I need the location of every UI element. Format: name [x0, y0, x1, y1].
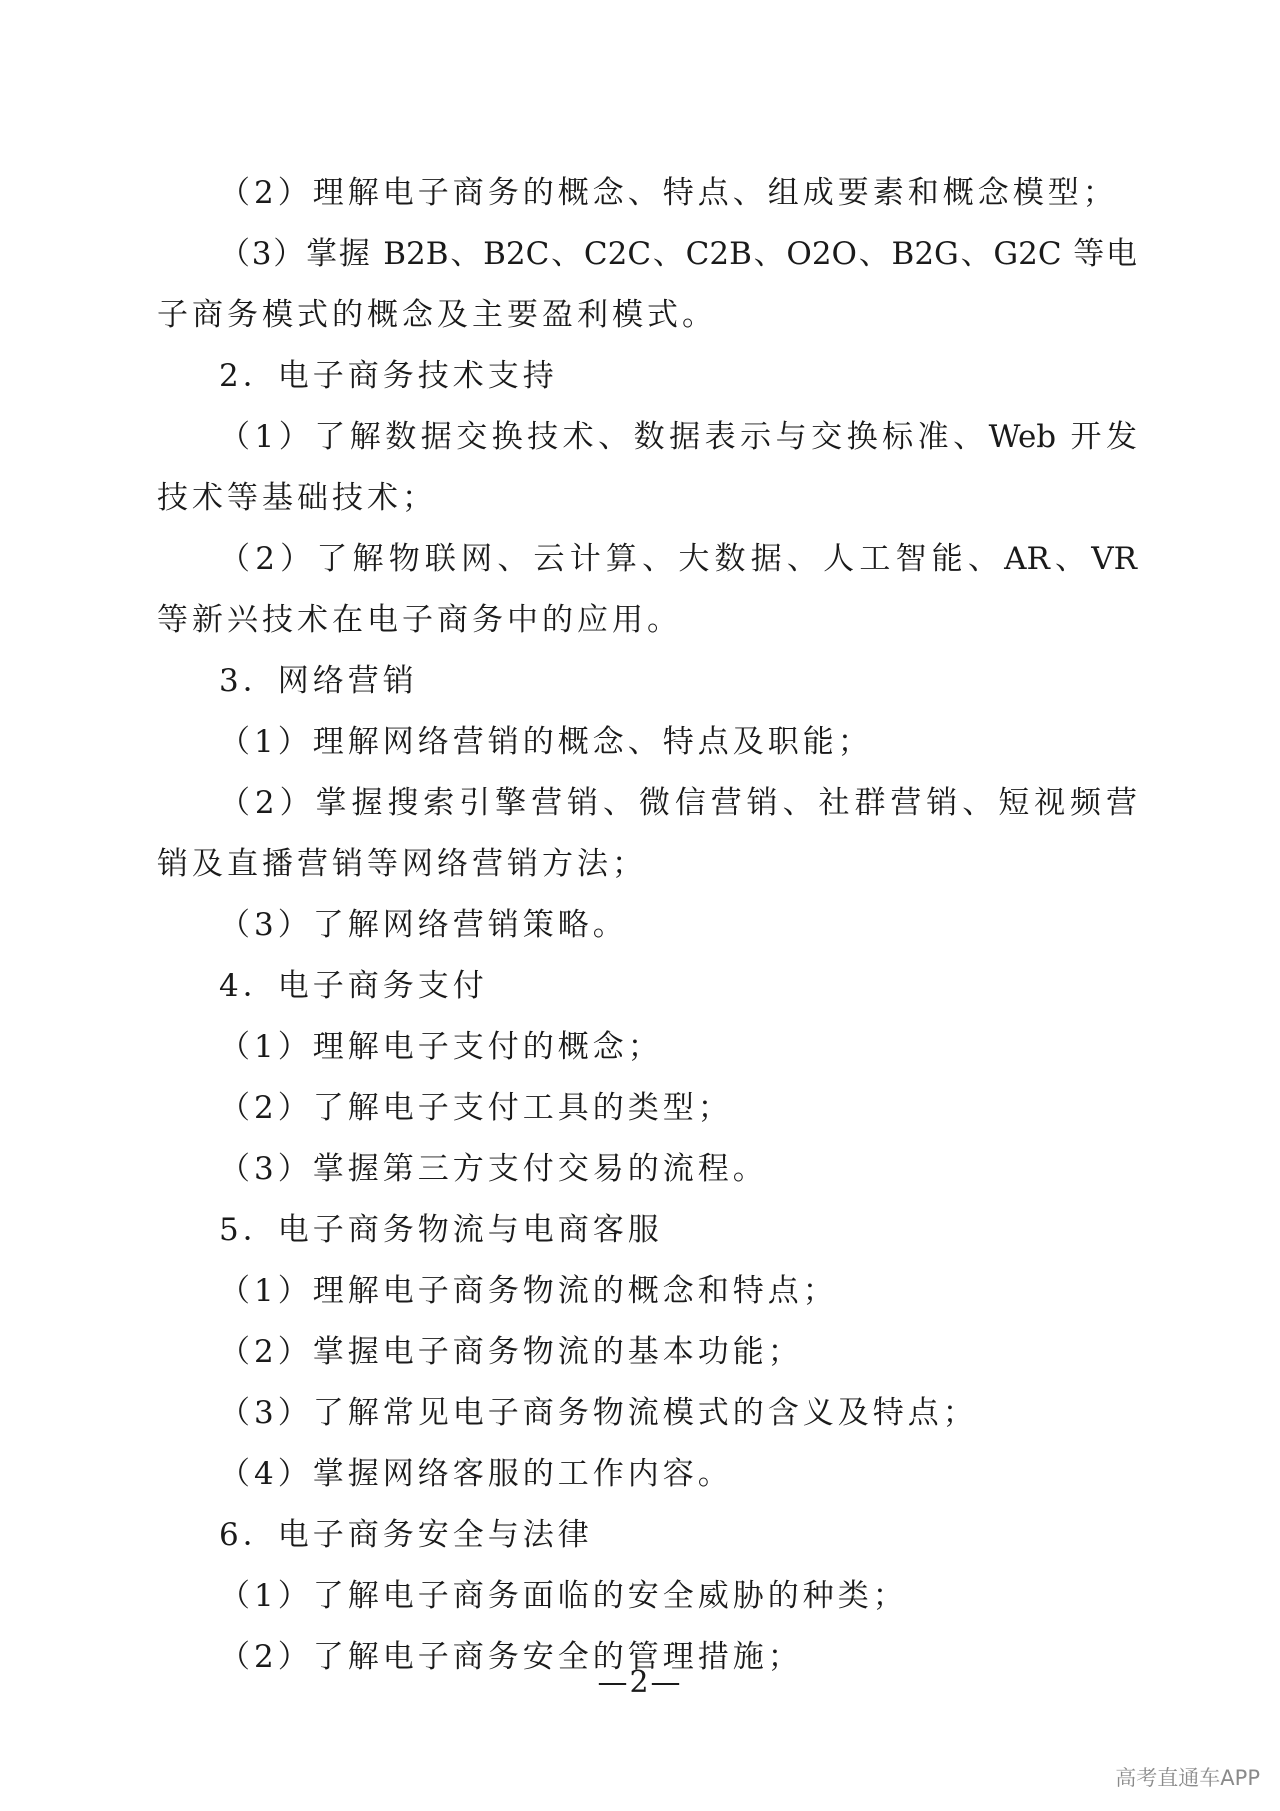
- text-line: （1）了解数据交换技术、数据表示与交换标准、Web 开发: [219, 419, 1137, 455]
- text-line: （1）理解电子支付的概念；: [219, 1029, 663, 1065]
- text-line: 4．电子商务支付: [219, 968, 488, 1004]
- text-line: 销及直播营销等网络营销方法；: [157, 846, 647, 882]
- text-line: 技术等基础技术；: [157, 480, 437, 516]
- text-line: 子商务模式的概念及主要盈利模式。: [157, 297, 717, 333]
- text-line: （2）了解电子支付工具的类型；: [219, 1090, 733, 1126]
- document-body: [157, 163, 1137, 1688]
- text-line: 6．电子商务安全与法律: [219, 1517, 593, 1553]
- text-line: （2）了解物联网、云计算、大数据、人工智能、AR、VR: [219, 541, 1137, 577]
- page-number: —2—: [597, 1665, 683, 1700]
- text-line: （2）掌握电子商务物流的基本功能；: [219, 1334, 803, 1370]
- text-line: 2．电子商务技术支持: [219, 358, 558, 394]
- text-line: （3）了解网络营销策略。: [219, 907, 628, 943]
- watermark: 高考直通车APP: [1115, 1766, 1260, 1790]
- text-line: （1）理解网络营销的概念、特点及职能；: [219, 724, 873, 760]
- text-line: 3．网络营销: [219, 663, 418, 699]
- text-line: （2）理解电子商务的概念、特点、组成要素和概念模型；: [219, 175, 1118, 211]
- text-line: （1）理解电子商务物流的概念和特点；: [219, 1273, 838, 1309]
- text-line: （2）掌握搜索引擎营销、微信营销、社群营销、短视频营: [219, 785, 1137, 821]
- text-line: （3）了解常见电子商务物流模式的含义及特点；: [219, 1395, 978, 1431]
- text-line: （1）了解电子商务面临的安全威胁的种类；: [219, 1578, 908, 1614]
- text-line: （2）了解电子商务安全的管理措施；: [219, 1639, 803, 1675]
- text-line: （4）掌握网络客服的工作内容。: [219, 1456, 733, 1492]
- text-line: （3）掌握第三方支付交易的流程。: [219, 1151, 768, 1187]
- text-line: （3）掌握 B2B、B2C、C2C、C2B、O2O、B2G、G2C 等电: [219, 236, 1137, 272]
- text-line: 5．电子商务物流与电商客服: [219, 1212, 663, 1248]
- text-line: 等新兴技术在电子商务中的应用。: [157, 602, 682, 638]
